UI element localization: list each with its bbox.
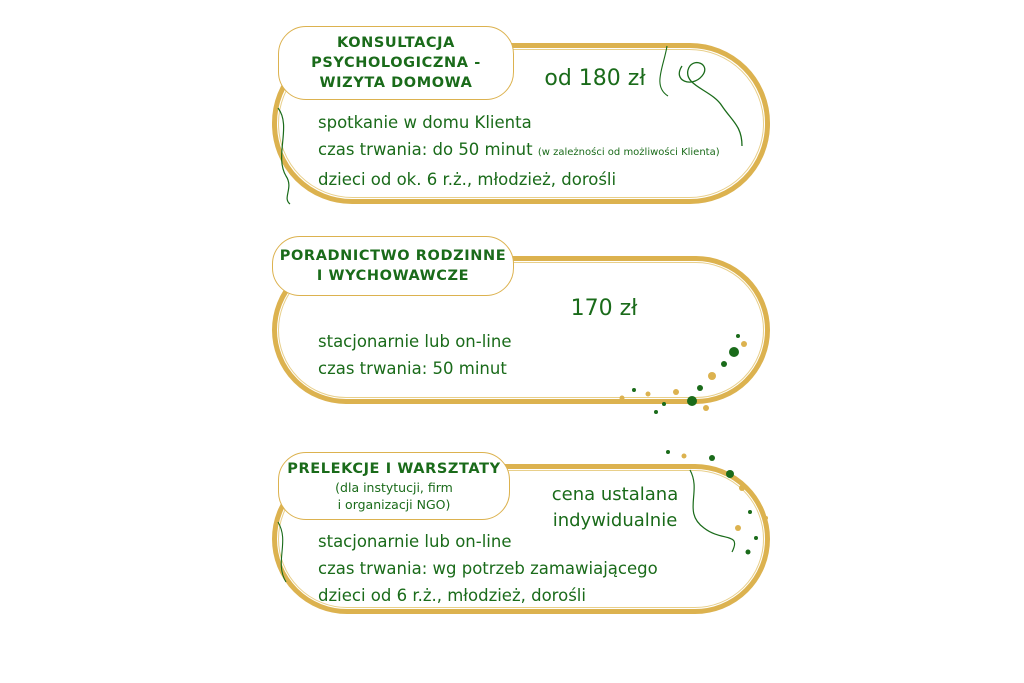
service-card-home-visit xyxy=(272,26,770,204)
title-subline: (dla instytucji, firm xyxy=(335,480,453,495)
service-details xyxy=(318,328,748,382)
detail-line: stacjonarnie lub on-line xyxy=(318,532,512,551)
detail-line: czas trwania: wg potrzeb zamawiającego xyxy=(318,559,658,578)
detail-line: dzieci od 6 r.ż., młodzież, dorośli xyxy=(318,586,586,605)
service-title-tag xyxy=(278,26,514,100)
price: cena ustalana indywidualnie xyxy=(551,484,679,531)
title-line: PSYCHOLOGICZNA - xyxy=(311,55,481,71)
service-title-tag xyxy=(272,236,514,296)
title-subline: i organizacji NGO) xyxy=(337,497,451,512)
service-details xyxy=(318,528,748,609)
price: od 180 zł xyxy=(544,66,646,91)
title-line: PORADNICTWO RODZINNE xyxy=(279,248,507,264)
title-line: I WYCHOWAWCZE xyxy=(316,268,470,284)
detail-line: dzieci od ok. 6 r.ż., młodzież, dorośli xyxy=(318,170,617,189)
price: 170 zł xyxy=(570,296,638,321)
title-line: WIZYTA DOMOWA xyxy=(319,75,473,91)
service-card-family-counseling xyxy=(272,236,770,404)
detail-line: spotkanie w domu Klienta xyxy=(318,113,532,132)
title-line: KONSULTACJA xyxy=(337,35,455,51)
title-line: PRELEKCJE I WARSZTATY xyxy=(287,461,501,477)
detail-line: czas trwania: do 50 minut (w zależności od możliwości Klienta) xyxy=(318,140,720,159)
detail-line: stacjonarnie lub on-line xyxy=(318,332,512,351)
service-details xyxy=(318,109,768,193)
detail-line: czas trwania: 50 minut xyxy=(318,359,507,378)
detail-note: (w zależności od możliwości Klienta) xyxy=(537,147,720,158)
service-title-tag xyxy=(278,452,510,520)
service-card-workshops xyxy=(272,452,770,614)
